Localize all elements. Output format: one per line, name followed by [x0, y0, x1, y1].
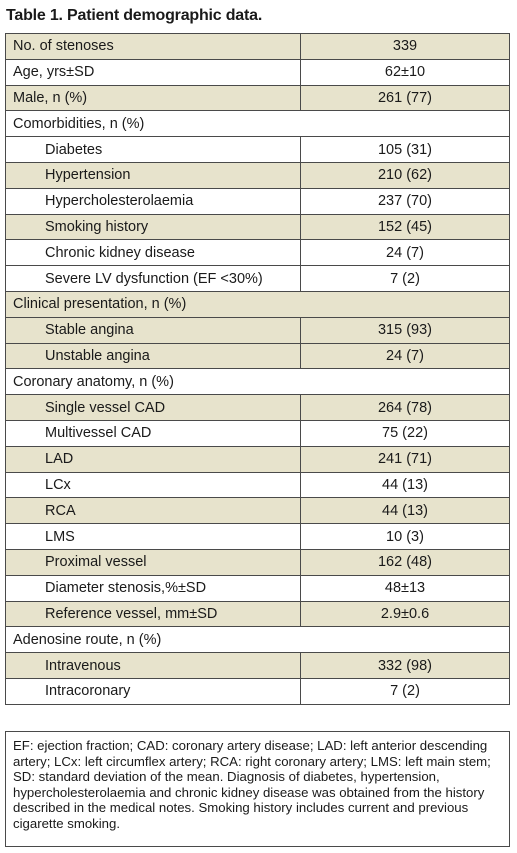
row-value: 261 (77) — [301, 85, 510, 111]
row-label: RCA — [6, 498, 301, 524]
table-row — [6, 420, 510, 446]
section-label: Adenosine route, n (%) — [6, 627, 510, 653]
row-label: Age, yrs±SD — [6, 59, 301, 85]
table-row — [6, 653, 510, 679]
row-label: LCx — [6, 472, 301, 498]
row-label: Intravenous — [6, 653, 301, 679]
row-label: Unstable angina — [6, 343, 301, 369]
row-value: 315 (93) — [301, 317, 510, 343]
row-label: LAD — [6, 446, 301, 472]
section-label: Clinical presentation, n (%) — [6, 291, 510, 317]
table-row — [6, 317, 510, 343]
row-value: 44 (13) — [301, 472, 510, 498]
row-value: 7 (2) — [301, 678, 510, 704]
row-value: 24 (7) — [301, 240, 510, 266]
table-row — [6, 472, 510, 498]
table-row — [6, 678, 510, 704]
demographic-table — [5, 33, 510, 705]
row-value: 62±10 — [301, 59, 510, 85]
row-value: 105 (31) — [301, 137, 510, 163]
row-label: Male, n (%) — [6, 85, 301, 111]
row-value: 162 (48) — [301, 549, 510, 575]
section-row — [6, 627, 510, 653]
row-value: 210 (62) — [301, 162, 510, 188]
section-label: Coronary anatomy, n (%) — [6, 369, 510, 395]
row-value: 152 (45) — [301, 214, 510, 240]
row-label: No. of stenoses — [6, 34, 301, 60]
table-row — [6, 188, 510, 214]
table-row — [6, 343, 510, 369]
table-row — [6, 446, 510, 472]
section-row — [6, 369, 510, 395]
table-row — [6, 240, 510, 266]
row-value: 24 (7) — [301, 343, 510, 369]
section-row — [6, 291, 510, 317]
row-label: Stable angina — [6, 317, 301, 343]
table-row — [6, 59, 510, 85]
section-label: Comorbidities, n (%) — [6, 111, 510, 137]
table-row — [6, 85, 510, 111]
table-row — [6, 137, 510, 163]
row-value: 264 (78) — [301, 395, 510, 421]
row-label: Hypercholesterolaemia — [6, 188, 301, 214]
table-footnote: EF: ejection fraction; CAD: coronary artery disease; LAD: left anterior descending artery; LCx: left circumflex artery; RCA: right coronary artery; LMS: left main stem; SD: standard deviation of the mean. Diagnosis of diabetes, hypertension, hypercholesterolaemia and chronic kidney disease was obtained from the history described in the medical notes. Smoking history includes current and previous cigarette smoking. — [5, 731, 510, 847]
row-label: Single vessel CAD — [6, 395, 301, 421]
table-row — [6, 266, 510, 292]
row-label: Multivessel CAD — [6, 420, 301, 446]
table-title: Table 1. Patient demographic data. — [6, 7, 263, 24]
row-label: Reference vessel, mm±SD — [6, 601, 301, 627]
table-row — [6, 395, 510, 421]
row-value: 237 (70) — [301, 188, 510, 214]
row-value: 7 (2) — [301, 266, 510, 292]
section-row — [6, 111, 510, 137]
row-label: Severe LV dysfunction (EF <30%) — [6, 266, 301, 292]
row-label: Diabetes — [6, 137, 301, 163]
table-row — [6, 524, 510, 550]
row-value: 75 (22) — [301, 420, 510, 446]
row-label: Chronic kidney disease — [6, 240, 301, 266]
table-row — [6, 601, 510, 627]
table-row — [6, 34, 510, 60]
row-value: 10 (3) — [301, 524, 510, 550]
table-row — [6, 214, 510, 240]
row-label: Intracoronary — [6, 678, 301, 704]
row-value: 332 (98) — [301, 653, 510, 679]
row-label: Diameter stenosis,%±SD — [6, 575, 301, 601]
row-value: 44 (13) — [301, 498, 510, 524]
row-label: Smoking history — [6, 214, 301, 240]
row-value: 2.9±0.6 — [301, 601, 510, 627]
table-row — [6, 549, 510, 575]
row-label: LMS — [6, 524, 301, 550]
row-value: 339 — [301, 34, 510, 60]
table-row — [6, 162, 510, 188]
row-value: 48±13 — [301, 575, 510, 601]
table-row — [6, 498, 510, 524]
row-label: Hypertension — [6, 162, 301, 188]
table-body — [6, 34, 510, 705]
row-value: 241 (71) — [301, 446, 510, 472]
table-row — [6, 575, 510, 601]
row-label: Proximal vessel — [6, 549, 301, 575]
